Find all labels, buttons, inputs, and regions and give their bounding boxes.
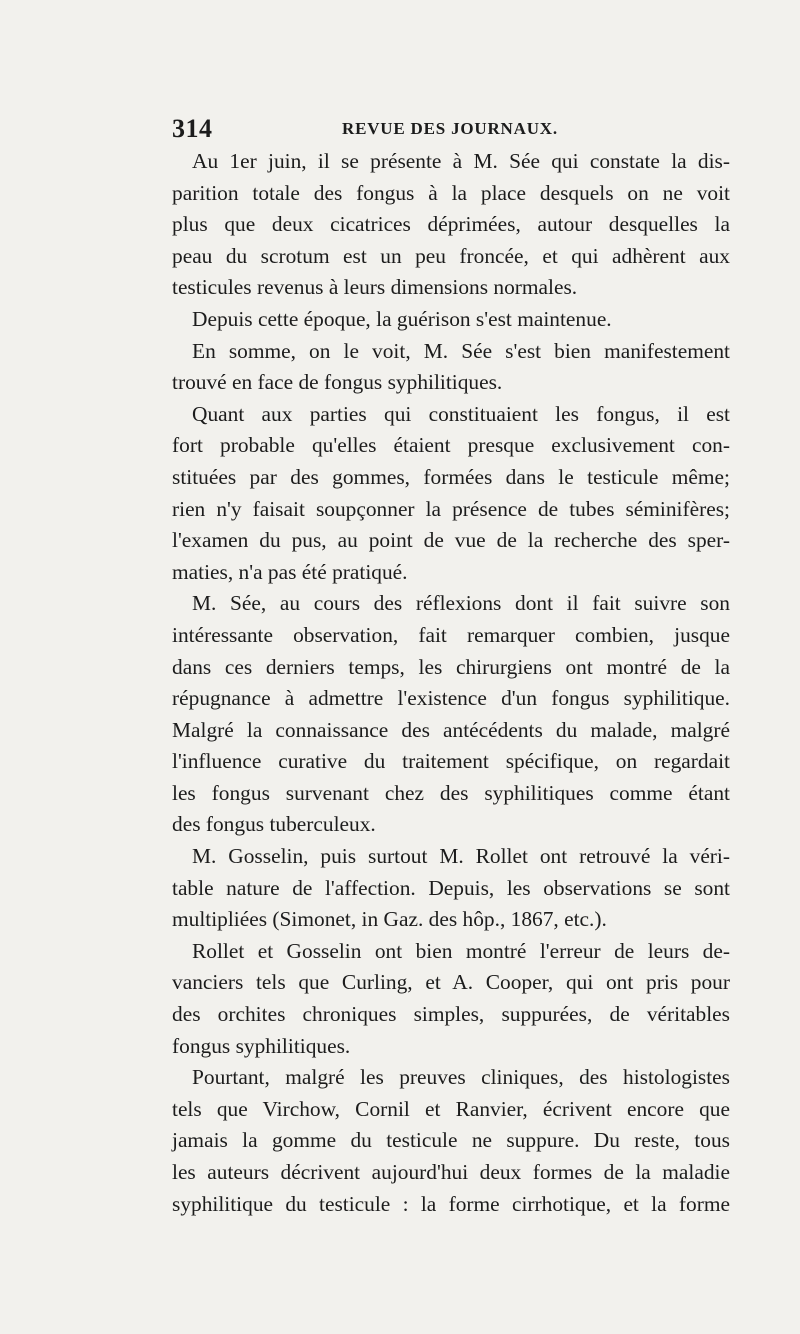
paragraph [172, 146, 730, 304]
text-line: maties, n'a pas été pratiqué. [172, 559, 408, 584]
paragraph [172, 399, 730, 589]
text-line: Pourtant, malgré les preuves cliniques, des histologistes [192, 1065, 730, 1090]
text-line: l'examen du pus, au point de vue de la recherche des sper- [172, 528, 730, 553]
text-line: les fongus survenant chez des syphilitiques comme étant [172, 780, 730, 805]
text-line: syphilitique du testicule : la forme cirrhotique, et la forme [172, 1191, 730, 1216]
running-head: REVUE DES JOURNAUX. [342, 119, 558, 138]
page-header [172, 114, 732, 144]
text-line: dans ces derniers temps, les chirurgiens ont montré de la [172, 654, 730, 679]
text-line: les auteurs décrivent aujourd'hui deux formes de la maladie [172, 1160, 730, 1184]
text-line: Au 1er juin, il se présente à M. Sée qui constate la dis- [192, 149, 730, 173]
text-line: trouvé en face de fongus syphilitiques. [172, 370, 503, 395]
paragraph [172, 936, 730, 1062]
text-line: Rollet et Gosselin ont bien montré l'erreur de leurs de- [192, 938, 730, 963]
text-line: Quant aux parties qui constituaient les fongus, il est [192, 401, 730, 426]
text-line: Malgré la connaissance des antécédents du malade, malgré [172, 717, 730, 742]
text-line: tels que Virchow, Cornil et Ranvier, écrivent encore que [172, 1096, 730, 1121]
text-line: stituées par des gommes, formées dans le testicule même; [172, 464, 730, 489]
text-line: multipliées (Simonet, in Gaz. des hôp., 1867, etc.). [172, 907, 607, 932]
text-line: fongus syphilitiques. [172, 1033, 351, 1058]
text-line: jamais la gomme du testicule ne suppure. Du reste, tous [172, 1128, 730, 1153]
text-line: rien n'y faisait soupçonner la présence de tubes séminifères; [172, 496, 730, 521]
paragraph [172, 336, 730, 399]
text-line: testicules revenus à leurs dimensions normales. [172, 275, 578, 300]
text-line: En somme, on le voit, M. Sée s'est bien manifestement [192, 338, 730, 363]
page-number: 314 [172, 114, 213, 143]
paragraph [172, 304, 730, 336]
text-line: table nature de l'affection. Depuis, les observations se sont [172, 875, 730, 900]
text-line: des fongus tuberculeux. [172, 812, 376, 837]
text-line: l'influence curative du traitement spécifique, on regardait [172, 749, 730, 774]
text-line: peau du scrotum est un peu froncée, et qui adhèrent aux [172, 243, 730, 268]
paragraph [172, 1062, 730, 1220]
text-line: parition totale des fongus à la place desquels on ne voit [172, 180, 730, 205]
text-line: répugnance à admettre l'existence d'un fongus syphilitique. [172, 686, 730, 711]
paragraph [172, 588, 730, 841]
text-line: des orchites chroniques simples, suppurées, de véritables [172, 1002, 730, 1027]
page-body [172, 146, 730, 1220]
paragraph [172, 841, 730, 936]
text-line: vanciers tels que Curling, et A. Cooper, qui ont pris pour [172, 970, 730, 995]
text-line: M. Sée, au cours des réflexions dont il fait suivre son [192, 591, 730, 616]
text-line: M. Gosselin, puis surtout M. Rollet ont retrouvé la véri- [192, 844, 730, 869]
text-line: fort probable qu'elles étaient presque exclusivement con- [172, 433, 730, 458]
text-line: intéressante observation, fait remarquer combien, jusque [172, 622, 730, 647]
text-line: Depuis cette époque, la guérison s'est maintenue. [192, 306, 612, 331]
text-line: plus que deux cicatrices déprimées, autour desquelles la [172, 212, 730, 237]
